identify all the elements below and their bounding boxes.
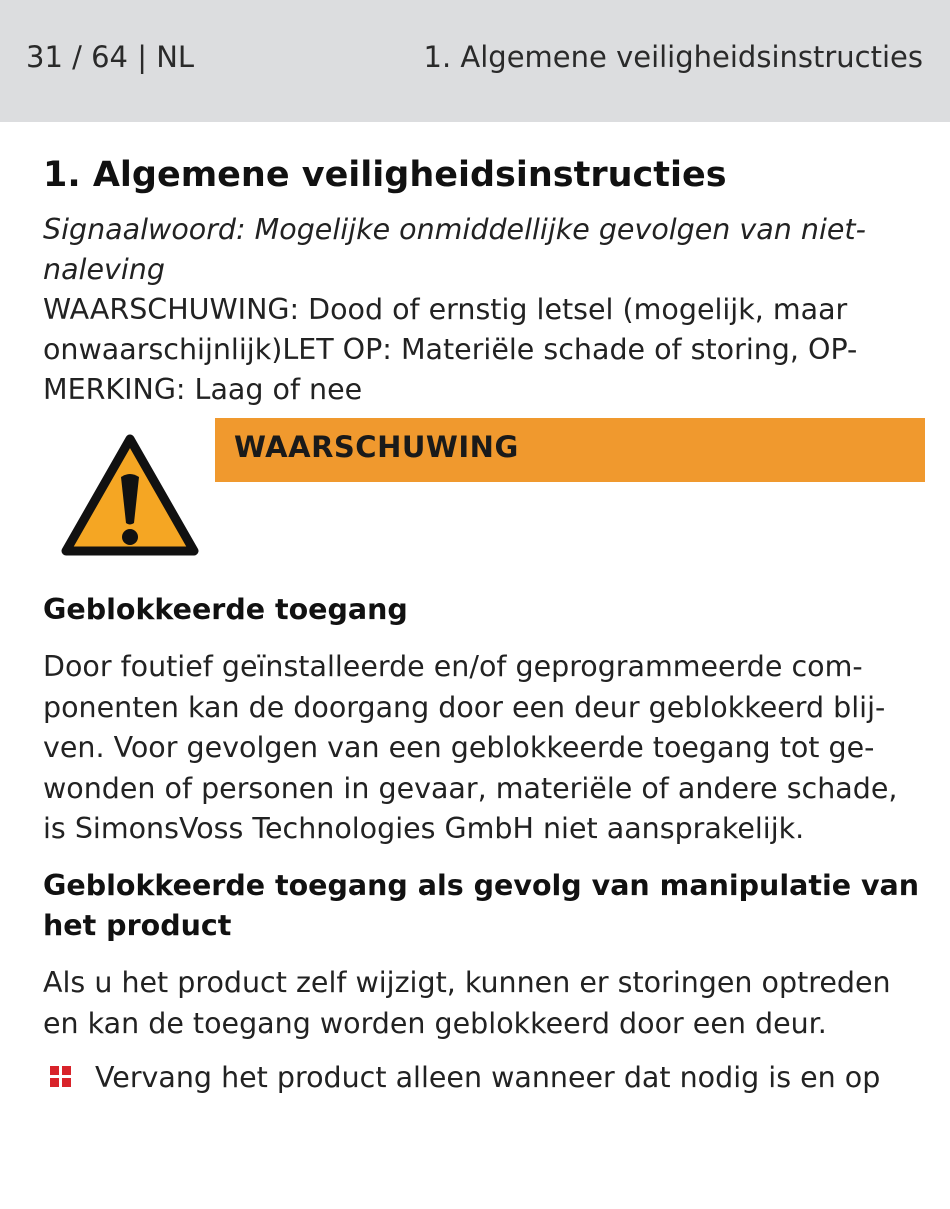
warning-label: WAARSCHUWING xyxy=(234,430,519,464)
warning-triangle-icon xyxy=(60,433,200,559)
warning-banner xyxy=(215,418,925,482)
page-number: 31 / 64 | NL xyxy=(26,40,195,74)
list-item xyxy=(43,1058,923,1098)
signal-word-line: Signaalwoord: Mogelijke onmiddellijke gevolgen van niet-naleving xyxy=(43,213,866,286)
red-square-bullet-icon xyxy=(50,1066,72,1088)
page-header xyxy=(0,0,950,122)
warning-levels-text: WAARSCHUWING: Dood of ernstig letsel (mogelijk, maar onwaarschijnlijk)LET OP: Materiële schade of storing, OP-MERKING: Laag of nee xyxy=(43,293,858,406)
block-paragraph: Door foutief geïnstalleerde en/of geprogrammeerde com-ponenten kan de doorgang door een deur geblokkeerd blij-ven. Voor gevolgen van een geblokkeerde toegang tot ge-wonden of personen in gevaar, materiële of andere schade, is SimonsVoss Technologies GmbH niet aansprakelijk. xyxy=(43,650,898,845)
running-title: 1. Algemene veiligheidsinstructies xyxy=(423,40,923,74)
section-title: 1. Algemene veiligheidsinstructies xyxy=(43,155,727,195)
block-heading: Geblokkeerde toegang xyxy=(43,593,408,626)
block-heading: Geblokkeerde toegang als gevolg van manipulatie van het product xyxy=(43,869,920,942)
block-paragraph: Als u het product zelf wijzigt, kunnen er storingen optreden en kan de toegang worden geblokkeerd door een deur. xyxy=(43,966,891,1040)
list-item-text: Vervang het product alleen wanneer dat nodig is en op xyxy=(95,1061,881,1094)
